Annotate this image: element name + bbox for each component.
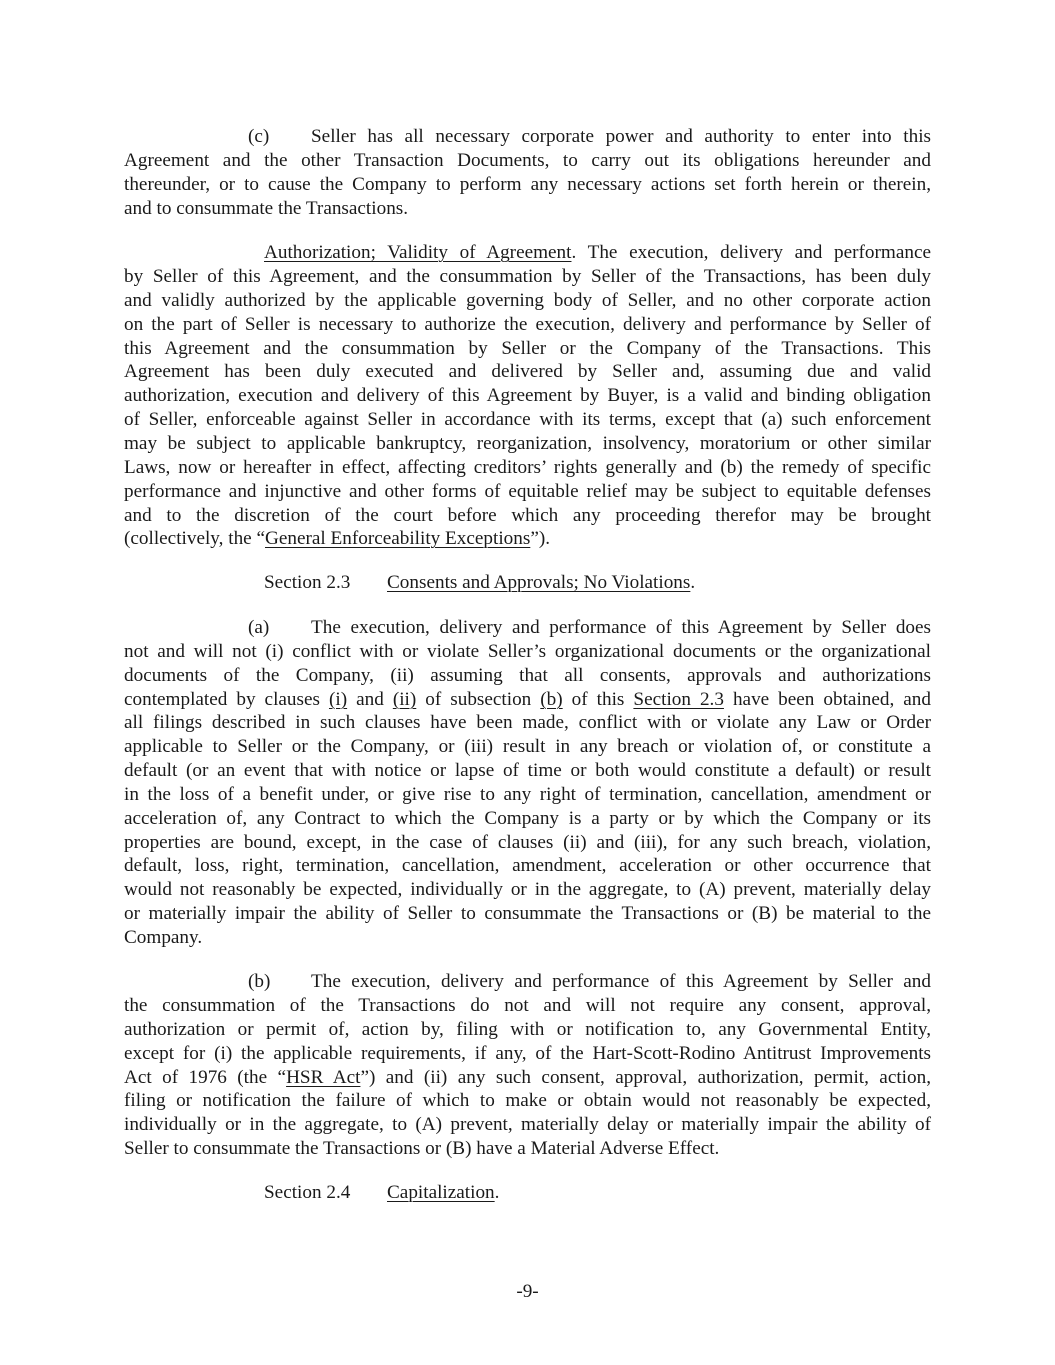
section-2-3-number: Section 2.3 xyxy=(264,572,351,593)
cross-ref-clause-ii: (ii) xyxy=(392,689,417,710)
para-b-line-6: filing or notification the failure of which to make or obtain would not reasonably be expected, xyxy=(124,1090,931,1111)
para-a-line-10: properties are bound, except, in the case of clauses (ii) and (iii), for any such breach, violation, xyxy=(124,832,931,853)
para-b-line-1: (b) The execution, delivery and performance of this Agreement by Seller and xyxy=(248,971,931,992)
para-a-line-9: acceleration of, any Contract to which the Company is a party or by which the Company or its xyxy=(124,808,931,829)
para-a-line-2: not and will not (i) conflict with or violate Seller’s organizational documents or the organizational xyxy=(124,641,931,662)
para-a-line-5: all filings described in such clauses have been made, conflict with or violate any Law or Order xyxy=(124,712,931,733)
para-a-line-1: (a) The execution, delivery and performance of this Agreement by Seller does xyxy=(248,617,931,638)
para-a-label: (a) xyxy=(248,617,270,638)
para-a-line-11: default, loss, right, termination, cancellation, amendment, acceleration or other occurrence that xyxy=(124,855,931,876)
cross-ref-clause-i: (i) xyxy=(328,689,348,710)
defined-term-general-enforceability-exceptions: General Enforceability Exceptions xyxy=(265,528,531,549)
authorization-line-9: may be subject to applicable bankruptcy, reorganization, insolvency, moratorium or other similar xyxy=(124,433,931,454)
authorization-line-10: Laws, now or hereafter in effect, affecting creditors’ rights generally and (b) the remedy of specific xyxy=(124,457,931,478)
para-b-line-2: the consummation of the Transactions do not and will not require any consent, approval, xyxy=(124,995,931,1016)
section-2-4-heading: Section 2.4 Capitalization. xyxy=(264,1182,500,1203)
para-a-line-12: would not reasonably be expected, individually or in the aggregate, to (A) prevent, materially delay xyxy=(124,879,931,900)
authorization-line-8: of Seller, enforceable against Seller in accordance with its terms, except that (a) such enforcement xyxy=(124,409,931,430)
authorization-line-7: authorization, execution and delivery of this Agreement by Buyer, is a valid and binding obligation xyxy=(124,385,931,406)
authorization-line-2: by Seller of this Agreement, and the consummation by Seller of the Transactions, has been duly xyxy=(124,266,931,287)
para-a-line-4: contemplated by clauses (i) and (ii) of subsection (b) of this Section 2.3 have been obtained, and xyxy=(124,689,931,710)
para-a-line-13: or materially impair the ability of Seller to consummate the Transactions or (B) be material to the xyxy=(124,903,931,924)
section-2-4-number: Section 2.4 xyxy=(264,1182,351,1203)
para-a-line-14: Company. xyxy=(124,927,203,948)
authorization-line-12: and to the discretion of the court before which any proceeding therefor may be brought xyxy=(124,505,931,526)
para-a-line-6: applicable to Seller or the Company, or (iii) result in any breach or violation of, or constitute a xyxy=(124,736,931,757)
cross-ref-subsection-b: (b) xyxy=(540,689,563,710)
authorization-line-1: Authorization; Validity of Agreement. The execution, delivery and performance xyxy=(264,242,931,263)
para-b-line-3: authorization or permit of, action by, filing with or notification to, any Governmental Entity, xyxy=(124,1019,931,1040)
cross-ref-section-2-3: Section 2.3 xyxy=(633,689,724,710)
para-a-line-7: default (or an event that with notice or lapse of time or both would constitute a default) or result xyxy=(124,760,931,781)
authorization-line-5: this Agreement and the consummation by Seller or the Company of the Transactions. This xyxy=(124,338,931,359)
para-a-line-8: in the loss of a benefit under, or give rise to any right of termination, cancellation, amendment or xyxy=(124,784,931,805)
authorization-line-13: (collectively, the “General Enforceability Exceptions”). xyxy=(124,528,551,549)
paragraph-c-line-3: thereunder, or to cause the Company to perform any necessary actions set forth herein or therein, xyxy=(124,174,931,195)
para-a-line-3: documents of the Company, (ii) assuming that all consents, approvals and authorizations xyxy=(124,665,931,686)
authorization-line-4: on the part of Seller is necessary to authorize the execution, delivery and performance by Seller of xyxy=(124,314,931,335)
authorization-line-3: and validly authorized by the applicable governing body of Seller, and no other corporate action xyxy=(124,290,931,311)
para-b-line-5: Act of 1976 (the “HSR Act”) and (ii) any such consent, approval, authorization, permit, action, xyxy=(124,1067,931,1088)
paragraph-c-label: (c) xyxy=(248,126,270,147)
section-2-3-heading: Section 2.3 Consents and Approvals; No Violations. xyxy=(264,572,696,593)
para-b-line-4: except for (i) the applicable requirements, if any, of the Hart-Scott-Rodino Antitrust Improvements xyxy=(124,1043,931,1064)
authorization-line-6: Agreement has been duly executed and delivered by Seller and, assuming due and valid xyxy=(124,361,931,382)
para-b-label: (b) xyxy=(248,971,271,992)
paragraph-c-line-2: Agreement and the other Transaction Documents, to carry out its obligations hereunder and xyxy=(124,150,931,171)
paragraph-c-line-4: and to consummate the Transactions. xyxy=(124,198,409,219)
authorization-heading: Authorization; Validity of Agreement xyxy=(264,242,572,263)
section-2-4-title: Capitalization xyxy=(387,1182,495,1203)
para-b-line-8: Seller to consummate the Transactions or (B) have a Material Adverse Effect. xyxy=(124,1138,720,1159)
section-2-3-title: Consents and Approvals; No Violations xyxy=(387,572,691,593)
page-number: -9- xyxy=(516,1281,539,1302)
defined-term-hsr-act: HSR Act xyxy=(286,1067,361,1088)
authorization-line-11: performance and injunctive and other forms of equitable relief may be subject to equitable defenses xyxy=(124,481,931,502)
paragraph-c-line-1: (c) Seller has all necessary corporate power and authority to enter into this xyxy=(248,126,931,147)
para-b-line-7: individually or in the aggregate, to (A) prevent, materially delay or materially impair the ability of xyxy=(124,1114,931,1135)
